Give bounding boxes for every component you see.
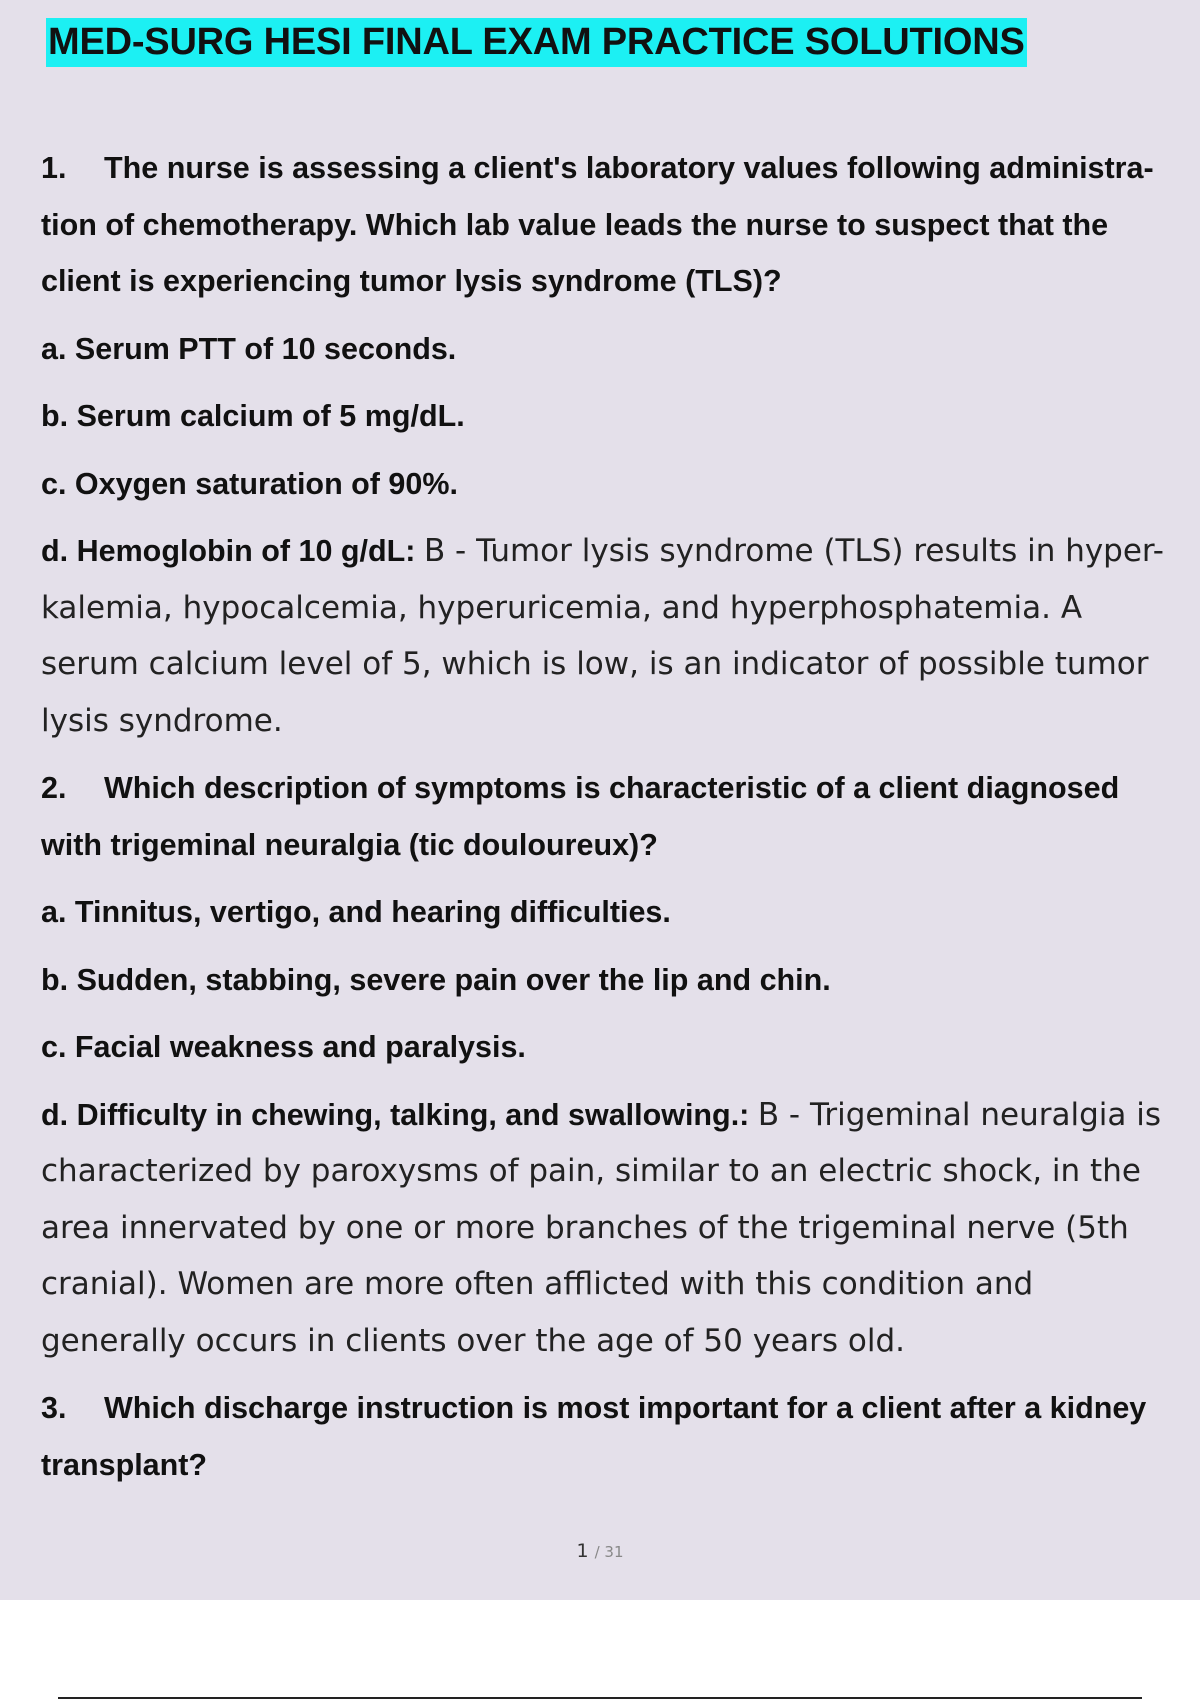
option-d: d. Difficulty in chewing, talking, and swallowing.: [41, 1097, 750, 1132]
question-1 [41, 140, 1186, 310]
question-text: Which discharge instruction is most important for a client after a kidney transplant? [41, 1391, 1147, 1482]
option-b: b. Sudden, stabbing, severe pain over the lip and chin. [41, 962, 831, 997]
question-number: 2. [41, 771, 67, 805]
question-2 [41, 760, 1186, 873]
page-total: / 31 [594, 1543, 624, 1561]
option-d: d. Hemoglobin of 10 g/dL: [41, 534, 416, 568]
option-d-with-answer [41, 1087, 1186, 1370]
question-number: 1. [41, 151, 67, 185]
option-c: c. Facial weakness and paralysis. [41, 1030, 526, 1064]
question-text: Which description of symptoms is characteristic of a client diagnosed with trigeminal neuralgia (tic douloureux)? [41, 771, 1120, 862]
option-a: a. Serum PTT of 10 seconds. [41, 331, 457, 366]
option-a: a. Tinnitus, vertigo, and hearing difficulties. [41, 895, 671, 929]
option-b: b. Serum calcium of 5 mg/dL. [41, 399, 465, 433]
question-3 [41, 1380, 1186, 1493]
question-text: The nurse is assessing a client's laboratory values following administra- tion of chemotherapy. Which lab value leads the nurse to suspect that the client is experiencing tumor lysis syndrome (TLS)? [41, 151, 1154, 298]
question-number: 3. [41, 1391, 67, 1425]
title-block [46, 16, 1027, 68]
page-current: 1 [576, 1540, 589, 1562]
answer-explanation: B - Tumor lysis syndrome (TLS) results in hyper- kalemia, hypocalcemia, hyperuricemia, and hyperphosphatemia. A serum calcium level of 5, which is low, is an indicator of possible tumor lysis syndrome. [41, 533, 1164, 739]
page-title: MED-SURG HESI FINAL EXAM PRACTICE SOLUTIONS [46, 18, 1027, 67]
option-d-with-answer [41, 523, 1186, 749]
answer-explanation: B - Trigeminal neuralgia is characterized by paroxysms of pain, similar to an electric shock, in the area innervated by one or more branches of the trigeminal nerve (5th cranial). Women are more often afflicted with this condition and generally occurs in clients over the age of 50 years old. [41, 1096, 1162, 1359]
questions-content [41, 140, 1186, 1504]
page-indicator [0, 1540, 1200, 1562]
next-page-divider [58, 1697, 1142, 1699]
option-c: c. Oxygen saturation of 90%. [41, 466, 458, 501]
